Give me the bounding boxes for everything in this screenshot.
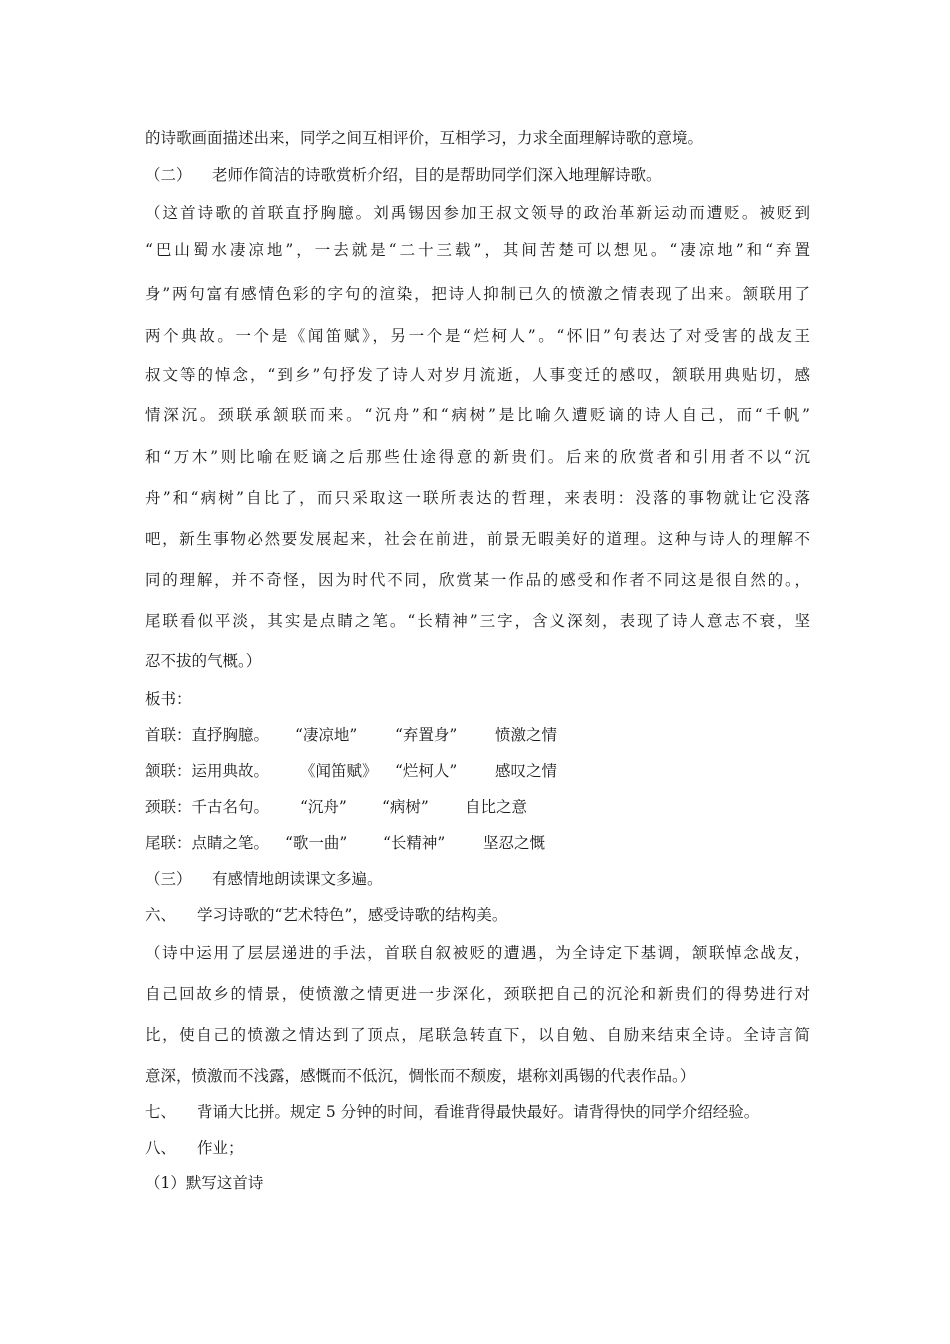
item-8-number: 八、 bbox=[145, 1139, 177, 1157]
art-analysis-line: 比，使自己的愤激之情达到了顶点，尾联急转直下，以自勉、自励来结束全诗。全诗言简 bbox=[145, 1026, 810, 1044]
analysis-line: 叔文等的悼念，“到乡”句抒发了诗人对岁月流逝，人事变迁的感叹，颔联用典贴切，感 bbox=[145, 366, 810, 384]
analysis-line: 和“万木”则比喻在贬谪之后那些仕途得意的新贵们。后来的欣赏者和引用者不以“沉 bbox=[145, 448, 810, 466]
analysis-line: 忍不拔的气概。） bbox=[145, 652, 262, 670]
item-7-number: 七、 bbox=[145, 1103, 177, 1121]
board-row-emotion: 坚忍之慨 bbox=[483, 834, 546, 852]
board-row-term-2: “长精神” bbox=[383, 834, 446, 852]
art-analysis-line: （诗中运用了层层递进的手法，首联自叙被贬的遭遇，为全诗定下基调，颔联悼念战友， bbox=[145, 944, 810, 962]
analysis-line: 身”两句富有感情色彩的字句的渲染，把诗人抑制已久的愤激之情表现了出来。颔联用了 bbox=[145, 285, 810, 303]
homework-item-1: （1）默写这首诗 bbox=[145, 1174, 264, 1192]
board-row-term-1: “凄凉地” bbox=[295, 726, 358, 744]
section-3-number: （三） bbox=[145, 870, 192, 888]
board-row-term-1: 《闻笛赋》 bbox=[300, 762, 378, 780]
board-row-label: 尾联：点睛之笔。 bbox=[145, 834, 270, 852]
section-2-text: 老师作简洁的诗歌赏析介绍，目的是帮助同学们深入地理解诗歌。 bbox=[212, 166, 662, 184]
analysis-line: （这首诗歌的首联直抒胸臆。刘禹锡因参加王叔文领导的政治革新运动而遭贬。被贬到 bbox=[145, 204, 810, 222]
analysis-line: 同的理解，并不奇怪，因为时代不同，欣赏某一作品的感受和作者不同这是很自然的。， bbox=[145, 571, 810, 589]
board-row-label: 颈联：千古名句。 bbox=[145, 798, 270, 816]
board-row-term-2: “烂柯人” bbox=[395, 762, 458, 780]
board-row-term-1: “沉舟” bbox=[300, 798, 347, 816]
analysis-line: “巴山蜀水凄凉地”，一去就是“二十三载”，其间苦楚可以想见。“凄凉地”和“弃置 bbox=[145, 241, 810, 259]
board-row-term-2: “病树” bbox=[382, 798, 429, 816]
intro-line: 的诗歌画面描述出来，同学之间互相评价，互相学习，力求全面理解诗歌的意境。 bbox=[145, 129, 704, 147]
board-row-term-1: “歌一曲” bbox=[285, 834, 348, 852]
board-row-emotion: 感叹之情 bbox=[495, 762, 558, 780]
art-analysis-line: 意深，愤激而不浅露，感慨而不低沉，惆怅而不颓废，堪称刘禹锡的代表作品。） bbox=[145, 1067, 696, 1085]
item-6-text: 学习诗歌的“艺术特色”，感受诗歌的结构美。 bbox=[197, 906, 508, 924]
section-3-text: 有感情地朗读课文多遍。 bbox=[212, 870, 383, 888]
analysis-line: 情深沉。颈联承颔联而来。“沉舟”和“病树”是比喻久遭贬谪的诗人自己，而“千帆” bbox=[145, 406, 810, 424]
board-row-label: 颔联：运用典故。 bbox=[145, 762, 270, 780]
item-7-text: 背诵大比拼。规定 5 分钟的时间，看谁背得最快最好。请背得快的同学介绍经验。 bbox=[197, 1103, 760, 1121]
section-2-number: （二） bbox=[145, 166, 192, 184]
analysis-line: 两个典故。一个是《闻笛赋》，另一个是“烂柯人”。“怀旧”句表达了对受害的战友王 bbox=[145, 327, 810, 345]
board-heading: 板书： bbox=[145, 690, 192, 708]
analysis-line: 舟”和“病树”自比了，而只采取这一联所表达的哲理，来表明：没落的事物就让它没落 bbox=[145, 489, 810, 507]
board-row-term-2: “弃置身” bbox=[395, 726, 458, 744]
board-row-emotion: 愤激之情 bbox=[495, 726, 558, 744]
analysis-line: 尾联看似平淡，其实是点睛之笔。“长精神”三字，含义深刻，表现了诗人意志不衰，坚 bbox=[145, 612, 810, 630]
analysis-line: 吧，新生事物必然要发展起来，社会在前进，前景无暇美好的道理。这种与诗人的理解不 bbox=[145, 530, 810, 548]
art-analysis-line: 自己回故乡的情景，使愤激之情更进一步深化，颈联把自己的沉沦和新贵们的得势进行对 bbox=[145, 985, 810, 1003]
board-row-label: 首联：直抒胸臆。 bbox=[145, 726, 270, 744]
board-row-emotion: 自比之意 bbox=[465, 798, 528, 816]
item-8-text: 作业； bbox=[197, 1139, 244, 1157]
item-6-number: 六、 bbox=[145, 906, 177, 924]
